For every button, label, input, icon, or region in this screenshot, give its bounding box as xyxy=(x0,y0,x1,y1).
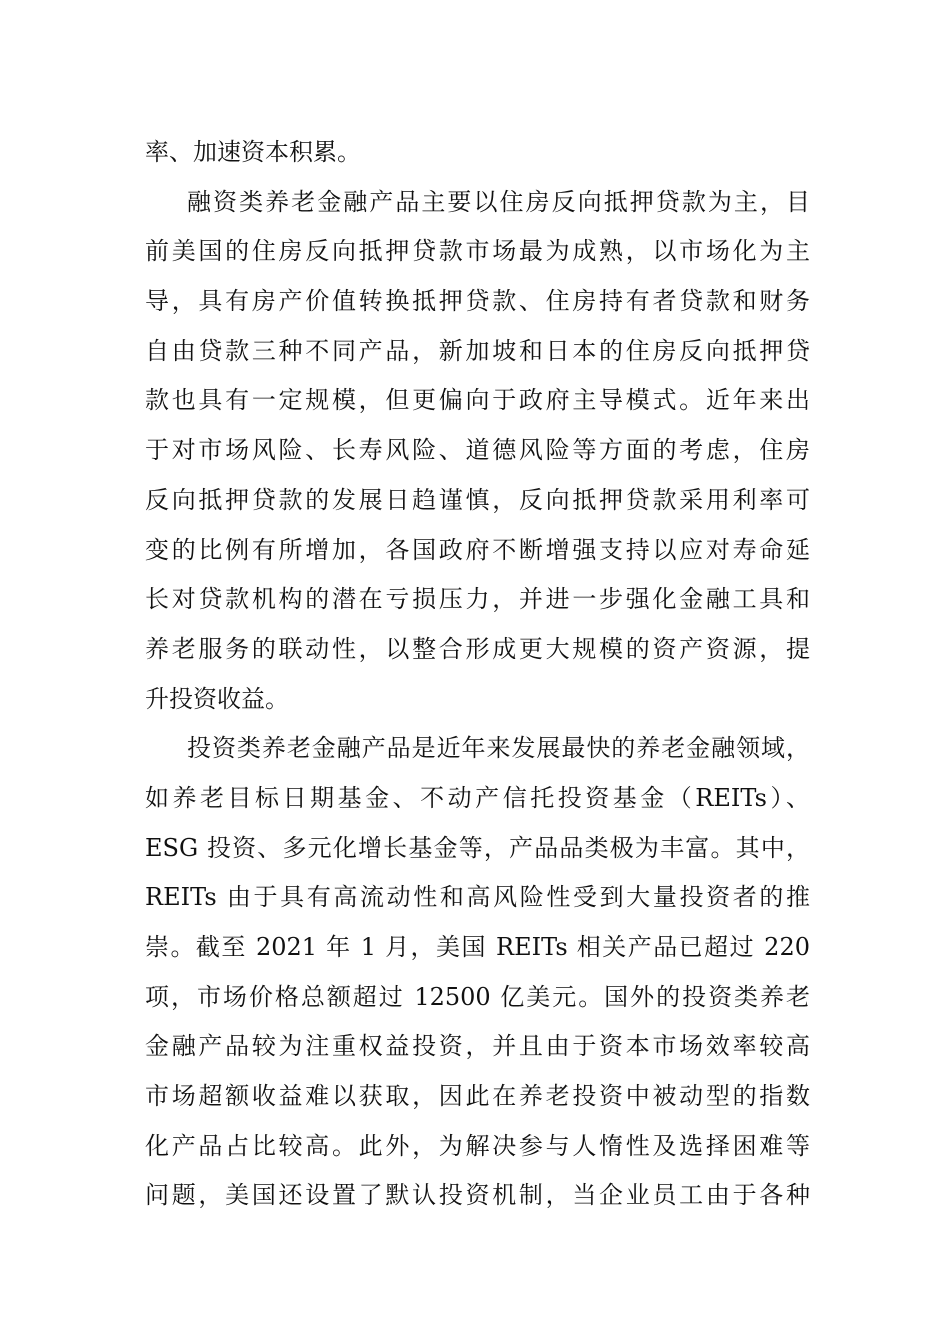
paragraph-financing-products xyxy=(145,178,810,725)
text-line: 融资类养老金融产品主要以住房反向抵押贷款为主，目 xyxy=(187,187,810,216)
text-line: 变的比例有所增加，各国政府不断增强支持以应对寿命延 xyxy=(145,535,810,564)
text-line: REITs 由于具有高流动性和高风险性受到大量投资者的推 xyxy=(145,883,810,912)
text-line: 如养老目标日期基金、不动产信托投资基金（REITs）、 xyxy=(145,783,810,812)
text-line: 化产品占比较高。此外，为解决参与人惰性及选择困难等 xyxy=(145,1131,810,1160)
text-line: 投资类养老金融产品是近年来发展最快的养老金融领域， xyxy=(187,734,810,763)
text-line: 款也具有一定规模，但更偏向于政府主导模式。近年来出 xyxy=(145,386,810,415)
text-line: 升投资收益。 xyxy=(145,684,289,713)
text-line: 长对贷款机构的潜在亏损压力，并进一步强化金融工具和 xyxy=(145,585,810,614)
text-line: 自由贷款三种不同产品，新加坡和日本的住房反向抵押贷 xyxy=(145,336,810,365)
document-body xyxy=(145,128,810,1221)
text-line: 金融产品较为注重权益投资，并且由于资本市场效率较高 xyxy=(145,1032,810,1061)
text-line: ESG 投资、多元化增长基金等，产品品类极为丰富。其中， xyxy=(145,833,810,862)
paragraph-investment-products xyxy=(145,724,810,1221)
text-line: 崇。截至 2021 年 1 月，美国 REITs 相关产品已超过 220 xyxy=(145,933,810,961)
text-line: 市场超额收益难以获取，因此在养老投资中被动型的指数 xyxy=(145,1082,810,1111)
text-line: 前美国的住房反向抵押贷款市场最为成熟，以市场化为主 xyxy=(145,237,810,266)
text-line: 问题，美国还设置了默认投资机制，当企业员工由于各种 xyxy=(145,1181,810,1210)
text-line: 导，具有房产价值转换抵押贷款、住房持有者贷款和财务 xyxy=(145,287,810,316)
text-line: 反向抵押贷款的发展日趋谨慎，反向抵押贷款采用利率可 xyxy=(145,485,810,514)
text-line: 项，市场价格总额超过 12500 亿美元。国外的投资类养老 xyxy=(145,982,810,1011)
text-line: 养老服务的联动性，以整合形成更大规模的资产资源，提 xyxy=(145,634,810,663)
text-line: 于对市场风险、长寿风险、道德风险等方面的考虑，住房 xyxy=(145,436,810,465)
text-line: 率、加速资本积累。 xyxy=(145,138,361,166)
paragraph-continuation xyxy=(145,128,810,178)
